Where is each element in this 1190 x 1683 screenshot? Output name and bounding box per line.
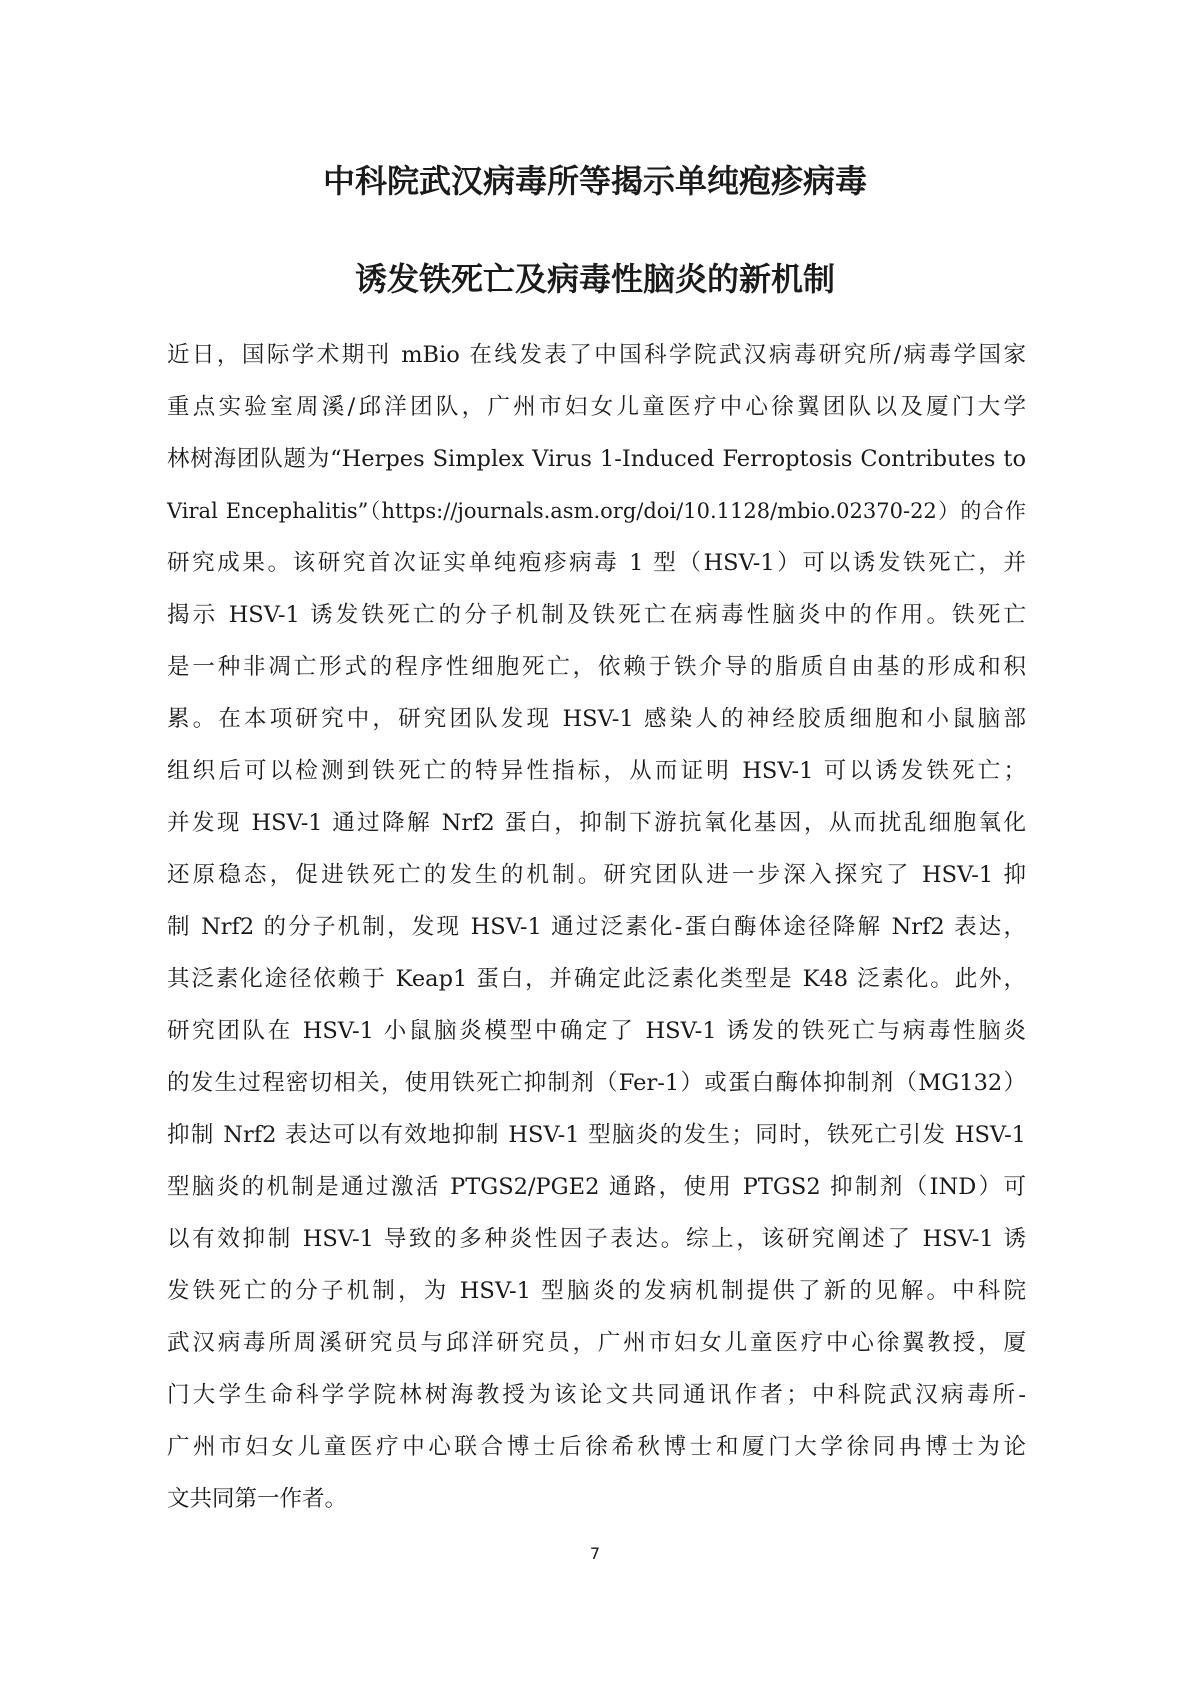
body-line: 的发生过程密切相关，使用铁死亡抑制剂（Fer-1）或蛋白酶体抑制剂（MG132）: [167, 1070, 1026, 1096]
body-line: 文共同第一作者。: [167, 1486, 348, 1512]
body-line: 研究团队在 HSV-1 小鼠脑炎模型中确定了 HSV-1 诱发的铁死亡与病毒性脑炎: [167, 1018, 1026, 1044]
body-line: 还原稳态，促进铁死亡的发生的机制。研究团队进一步深入探究了 HSV-1 抑: [167, 862, 1026, 888]
body-line: 广州市妇女儿童医疗中心联合博士后徐希秋博士和厦门大学徐同冉博士为论: [167, 1434, 1026, 1460]
body-line: 并发现 HSV-1 通过降解 Nrf2 蛋白，抑制下游抗氧化基因，从而扰乱细胞氧化: [167, 810, 1026, 836]
body-line: 型脑炎的机制是通过激活 PTGS2/PGE2 通路，使用 PTGS2 抑制剂（IND）可: [167, 1174, 1026, 1200]
body-line: 发铁死亡的分子机制，为 HSV-1 型脑炎的发病机制提供了新的见解。中科院: [167, 1278, 1026, 1304]
body-line: 组织后可以检测到铁死亡的特异性指标，从而证明 HSV-1 可以诱发铁死亡；: [167, 758, 1026, 784]
body-line: 制 Nrf2 的分子机制，发现 HSV-1 通过泛素化-蛋白酶体途径降解 Nrf2 表达，: [167, 914, 1026, 940]
page-number: 7: [589, 1544, 601, 1563]
title-line-2: 诱发铁死亡及病毒性脑炎的新机制: [354, 260, 835, 298]
body-line: 近日，国际学术期刊 mBio 在线发表了中国科学院武汉病毒研究所/病毒学国家: [167, 342, 1026, 368]
body-line: 抑制 Nrf2 表达可以有效地抑制 HSV-1 型脑炎的发生；同时，铁死亡引发 HSV-1: [167, 1122, 1026, 1148]
body-line: 重点实验室周溪/邱洋团队，广州市妇女儿童医疗中心徐翼团队以及厦门大学: [167, 394, 1026, 420]
body-line: 是一种非凋亡形式的程序性细胞死亡，依赖于铁介导的脂质自由基的形成和积: [167, 654, 1026, 680]
body-line: Viral Encephalitis”（https://journals.asm.org/doi/10.1128/mbio.02370-22）的合作: [167, 499, 1026, 523]
body-line: 揭示 HSV-1 诱发铁死亡的分子机制及铁死亡在病毒性脑炎中的作用。铁死亡: [167, 602, 1026, 628]
body-line: 林树海团队题为“Herpes Simplex Virus 1-Induced Ferroptosis Contributes to: [167, 446, 1026, 472]
body-line: 武汉病毒所周溪研究员与邱洋研究员，广州市妇女儿童医疗中心徐翼教授，厦: [167, 1330, 1026, 1356]
body-line: 研究成果。该研究首次证实单纯疱疹病毒 1 型（HSV-1）可以诱发铁死亡，并: [167, 550, 1026, 576]
body-line: 以有效抑制 HSV-1 导致的多种炎性因子表达。综上，该研究阐述了 HSV-1 诱: [167, 1226, 1026, 1252]
title-line-1: 中科院武汉病毒所等揭示单纯疱疹病毒: [322, 162, 867, 200]
body-line: 其泛素化途径依赖于 Keap1 蛋白，并确定此泛素化类型是 K48 泛素化。此外，: [167, 966, 1026, 992]
body-line: 门大学生命科学学院林树海教授为该论文共同通讯作者；中科院武汉病毒所-: [167, 1382, 1026, 1408]
body-line: 累。在本项研究中，研究团队发现 HSV-1 感染人的神经胶质细胞和小鼠脑部: [167, 706, 1026, 732]
